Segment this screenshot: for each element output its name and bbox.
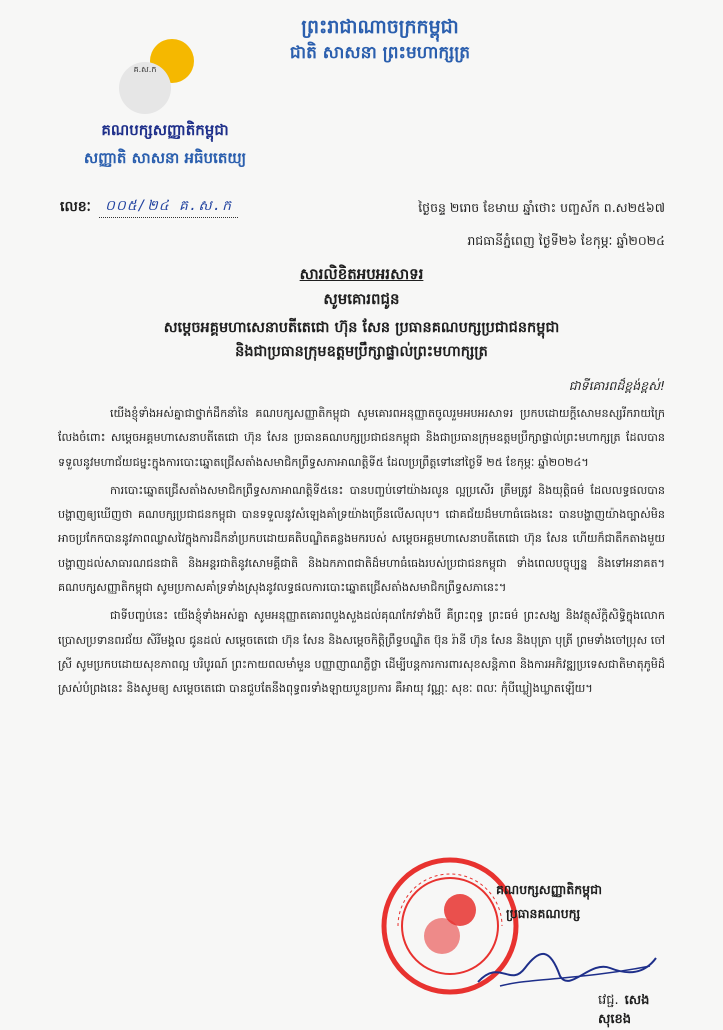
- party-name: គណបក្សសញ្ញាតិកម្ពុជា: [101, 121, 229, 139]
- letter-body: [58, 402, 665, 706]
- lunar-date: ថ្ងៃចន្ទ ២រោច ខែមាឃ ឆ្នាំថោះ បញ្ចស័ក ព.ស២៥៦៧: [418, 200, 665, 215]
- solar-date: រាជធានីភ្នំពេញ ថ្ងៃទី២៦ ខែកុម្ភៈ ឆ្នាំ២០២៤: [467, 233, 665, 248]
- kingdom-motto: ជាតិ សាសនា ព្រះមហាក្សត្រ: [289, 43, 471, 63]
- signatory-name-line: [598, 992, 680, 1030]
- recipient-line-1: សម្តេចអគ្គមហាសេនាបតីតេជោ ហ៊ុន សែន ប្រធានគណបក្សប្រជាជនកម្ពុជា: [163, 320, 560, 336]
- salutation: ជាទីគោរពដ៏ខ្ពង់ខ្ពស់!: [568, 378, 665, 393]
- party-logo: [112, 36, 202, 116]
- party-motto: សញ្ញាតិ សាសនា អធិបតេយ្យ: [83, 149, 247, 167]
- reference-label: លេខៈ: [60, 198, 91, 215]
- reference-line: [60, 196, 238, 218]
- signatory-name: សេង សុខេង: [598, 993, 650, 1027]
- signatory-prefix: វេជ្ជ.: [598, 993, 619, 1008]
- kingdom-title: ព្រះរាជាណាចក្រកម្ពុជា: [301, 16, 459, 38]
- reference-number: ០០៥/២៤ គ.ស.ក: [99, 196, 238, 218]
- document-type: សារលិខិតអបអរសាទរ: [299, 265, 424, 283]
- party-header: [60, 118, 270, 174]
- body-paragraph-1: យើងខ្ញុំទាំងអស់គ្នាជាថ្នាក់ដឹកនាំនៃ គណបក្សសញ្ញាតិកម្ពុជា សូមគោរពអនុញ្ញាតចូលរួមអបអរសាទរ ប្រកបដោយក្តីសោមនស្សរីករាយក្រៃលែងចំពោះ សម្តេចអគ្គមហាសេនាបតីតេជោ ហ៊ុន សែន ប្រធានគណបក្សប្រជាជនកម្ពុជា និងជាប្រធានក្រុមឧត្តមប្រឹក្សាផ្ទាល់ព្រះមហាក្សត្រ ដែលបានទទួលនូវមហាជ័យជម្នះក្នុងការបោះឆ្នោតជ្រើសតាំងសមាជិកព្រឹទ្ធសភាអាណត្តិទី៥ ដែលប្រព្រឹត្តទៅនៅថ្ងៃទី ២៥ ខែកុម្ភៈ ឆ្នាំ២០២៤។: [58, 407, 665, 469]
- signature-block: [380, 876, 680, 1027]
- body-paragraph-2: ការបោះឆ្នោតជ្រើសតាំងសមាជិកព្រឹទ្ធសភាអាណត្តិទី៥នេះ បានបញ្ចប់ទៅយ៉ាងរលូន ល្អប្រសើរ ត្រឹមត្រូវ និងយុត្តិធម៌ ដែលលទ្ធផលបានបង្ហាញឲ្យឃើញថា គណបក្សប្រជាជនកម្ពុជា បានទទួលនូវសំឡេងគាំទ្រយ៉ាងច្រើនលើសលុប។ ជោគជ័យដ៏មហាធំធេងនេះ បានបង្ហាញយ៉ាងច្បាស់មិនអាចប្រកែកបាននូវភាពឈ្លាសវៃក្នុងការដឹកនាំប្រកបដោយគតិបណ្ឌិតគន្លងមករបស់ សម្តេចអគ្គមហាសេនាបតីតេជោ ហ៊ុន សែន ហើយក៏ជាតឹកតាងមួយបង្ហាញដល់សាធារណជនជាតិ និងអន្តរជាតិនូវសោមគ្គីជាតិ និងឯកភាពជាតិដ៏មហាធំធេងរបស់ប្រជាជនកម្ពុជា ទាំងពេលបច្ចុប្បន្ន និងទៅអនាគត។ គណបក្សសញ្ញាតិកម្ពុជា សូមប្រកាសគាំទ្រទាំងស្រុងនូវលទ្ធផលការបោះឆ្នោតជ្រើសតាំងសមាជិកព្រឹទ្ធសភានេះ។: [58, 483, 665, 595]
- letter-titles: [40, 262, 683, 364]
- signature-role: ប្រធានគណបក្ស: [506, 906, 581, 921]
- recipient-line-2: និងជាប្រធានក្រុមឧត្តមប្រឹក្សាផ្ទាល់ព្រះមហាក្សត្រ: [235, 344, 488, 360]
- logo-text: គ.ស.ក: [133, 65, 157, 74]
- respect-line: សូមគោរពជូន: [323, 290, 400, 308]
- kingdom-header: [230, 14, 530, 66]
- body-paragraph-3: ជាទីបញ្ចប់នេះ យើងខ្ញុំទាំងអស់គ្នា សូមអនុញ្ញាតគោរពបួងសួងដល់គុណកែវទាំងបី គឺព្រះពុទ្ធ ព្រះធម៌ ព្រះសង្ឃ និងវត្ថុស័ក្តិសិទ្ធិក្នុងលោក ប្រោសប្រទានពរជ័យ សិរីមង្គល ជូនដល់ សម្តេចតេជោ ហ៊ុន សែន និងសម្តេចកិត្តិព្រឹទ្ធបណ្ឌិត ប៊ុន រ៉ានី ហ៊ុន សែន និងបុត្រា បុត្រី ព្រមទាំងចៅប្រុស ចៅស្រី សូមប្រកបដោយសុខភាពល្អ បរិបូរណ៍ ព្រះកាយពលមាំមួន បញ្ញាញាណភ្លឺថ្លា ដើម្បីបន្តការការពារសុខសន្តិភាព និងការអភិវឌ្ឍប្រទេសជាតិមាតុភូមិដ៏ស្រស់បំព្រងនេះ និងសូមឲ្យ សម្តេចតេជោ បានជួបតែនឹងពុទ្ធពរទាំងឡាយបួនប្រការ គឺអាយុ វណ្ណៈ សុខៈ ពលៈ កុំបីឃ្លៀងឃ្លាតឡើយ។: [58, 609, 665, 696]
- signature-org: គណបក្សសញ្ញាតិកម្ពុជា: [496, 882, 603, 897]
